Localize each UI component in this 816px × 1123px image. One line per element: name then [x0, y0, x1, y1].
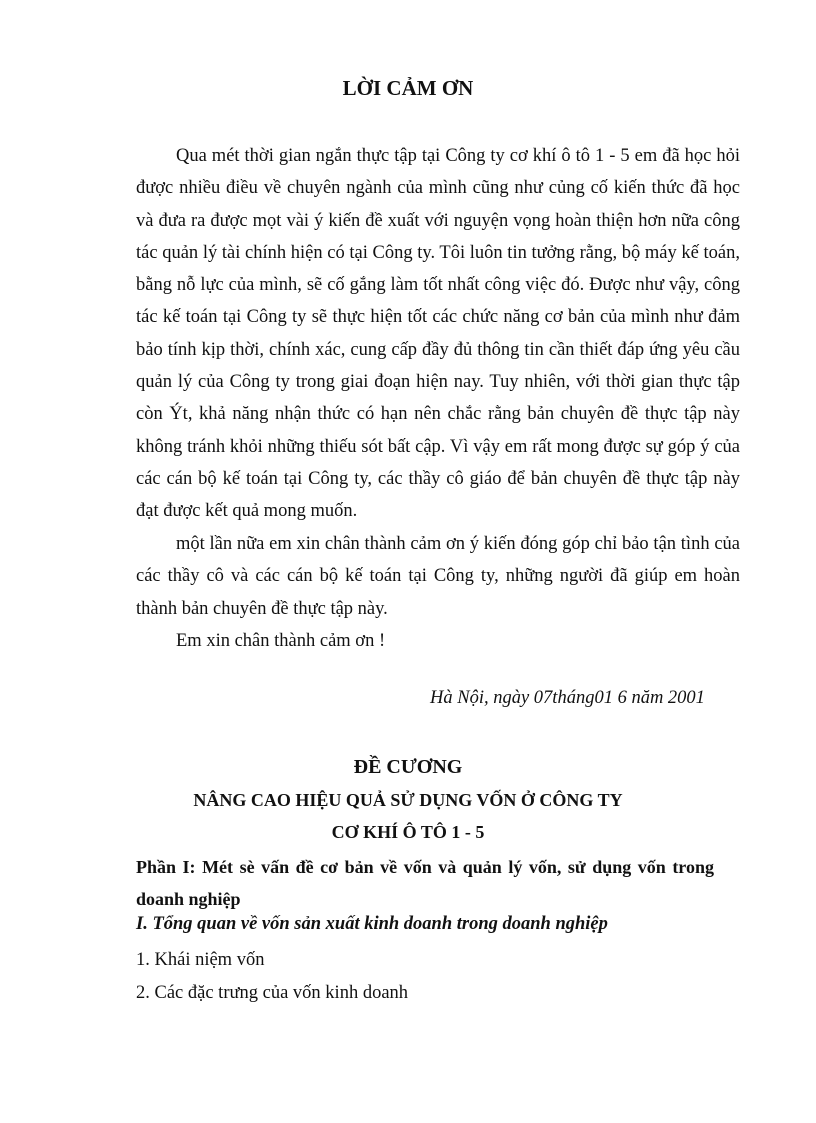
- acknowledgement-closing: Em xin chân thành cảm ơn !: [176, 631, 386, 651]
- acknowledgement-title: LỜI CẢM ƠN: [342, 76, 474, 100]
- outline-topic-line-2: CƠ KHÍ Ô TÔ 1 - 5: [331, 822, 485, 842]
- acknowledgement-paragraph-2: một lần nữa em xin chân thành cảm ơn ý kiến đóng góp chỉ bảo tận tình của các thầy cô và các cán bộ kế toán tại Công ty, những người đã giúp em hoàn thành bản chuyên đề thực tập này.: [136, 534, 740, 619]
- date-line: Hà Nội, ngày 07tháng01 6 năm 2001: [430, 688, 705, 708]
- outline-topic-line-1: NÂNG CAO HIỆU QUẢ SỬ DỤNG VỐN Ở CÔNG TY: [193, 790, 623, 810]
- outline-title: ĐỀ CƯƠNG: [353, 756, 463, 778]
- outline-list-item: 1. Khái niệm vốn: [136, 950, 265, 970]
- part-1-heading: Phần I: Mét sè vấn đề cơ bản về vốn và quản lý vốn, sử dụng vốn trong doanh nghiệp: [136, 857, 714, 909]
- acknowledgement-paragraph-1: Qua mét thời gian ngắn thực tập tại Công ty cơ khí ô tô 1 - 5 em đã học hỏi được nhiều điều về chuyên ngành của mình cũng như củng cố kiến thức đã học và đưa ra được mọt vài ý kiến đề xuất với nguyện vọng hoàn thiện hơn nữa công tác quản lý tài chính hiện có tại Công ty. Tôi luôn tin tưởng rằng, bộ máy kế toán, bằng nỗ lực của mình, sẽ cố gắng làm tốt nhất công việc đó. Được như vậy, công tác kế toán tại Công ty sẽ thực hiện tốt các chức năng cơ bản của mình như đảm bảo tính kịp thời, chính xác, cung cấp đầy đủ thông tin cần thiết đáp ứng yêu cầu quản lý của Công ty trong giai đoạn hiện nay. Tuy nhiên, với thời gian thực tập còn Ýt, khả năng nhận thức có hạn nên chắc rằng bản chuyên đề thực tập này không tránh khỏi những thiếu sót bất cập. Vì vậy em rất mong được sự góp ý của các cán bộ kế toán tại Công ty, các thầy cô giáo để bản chuyên đề thực tập này đạt được kết quả mong muốn.: [136, 146, 740, 522]
- outline-list-item: 2. Các đặc trưng của vốn kinh doanh: [136, 983, 409, 1003]
- section-1-heading: I. Tổng quan về vốn sản xuất kinh doanh trong doanh nghiệp: [136, 914, 608, 934]
